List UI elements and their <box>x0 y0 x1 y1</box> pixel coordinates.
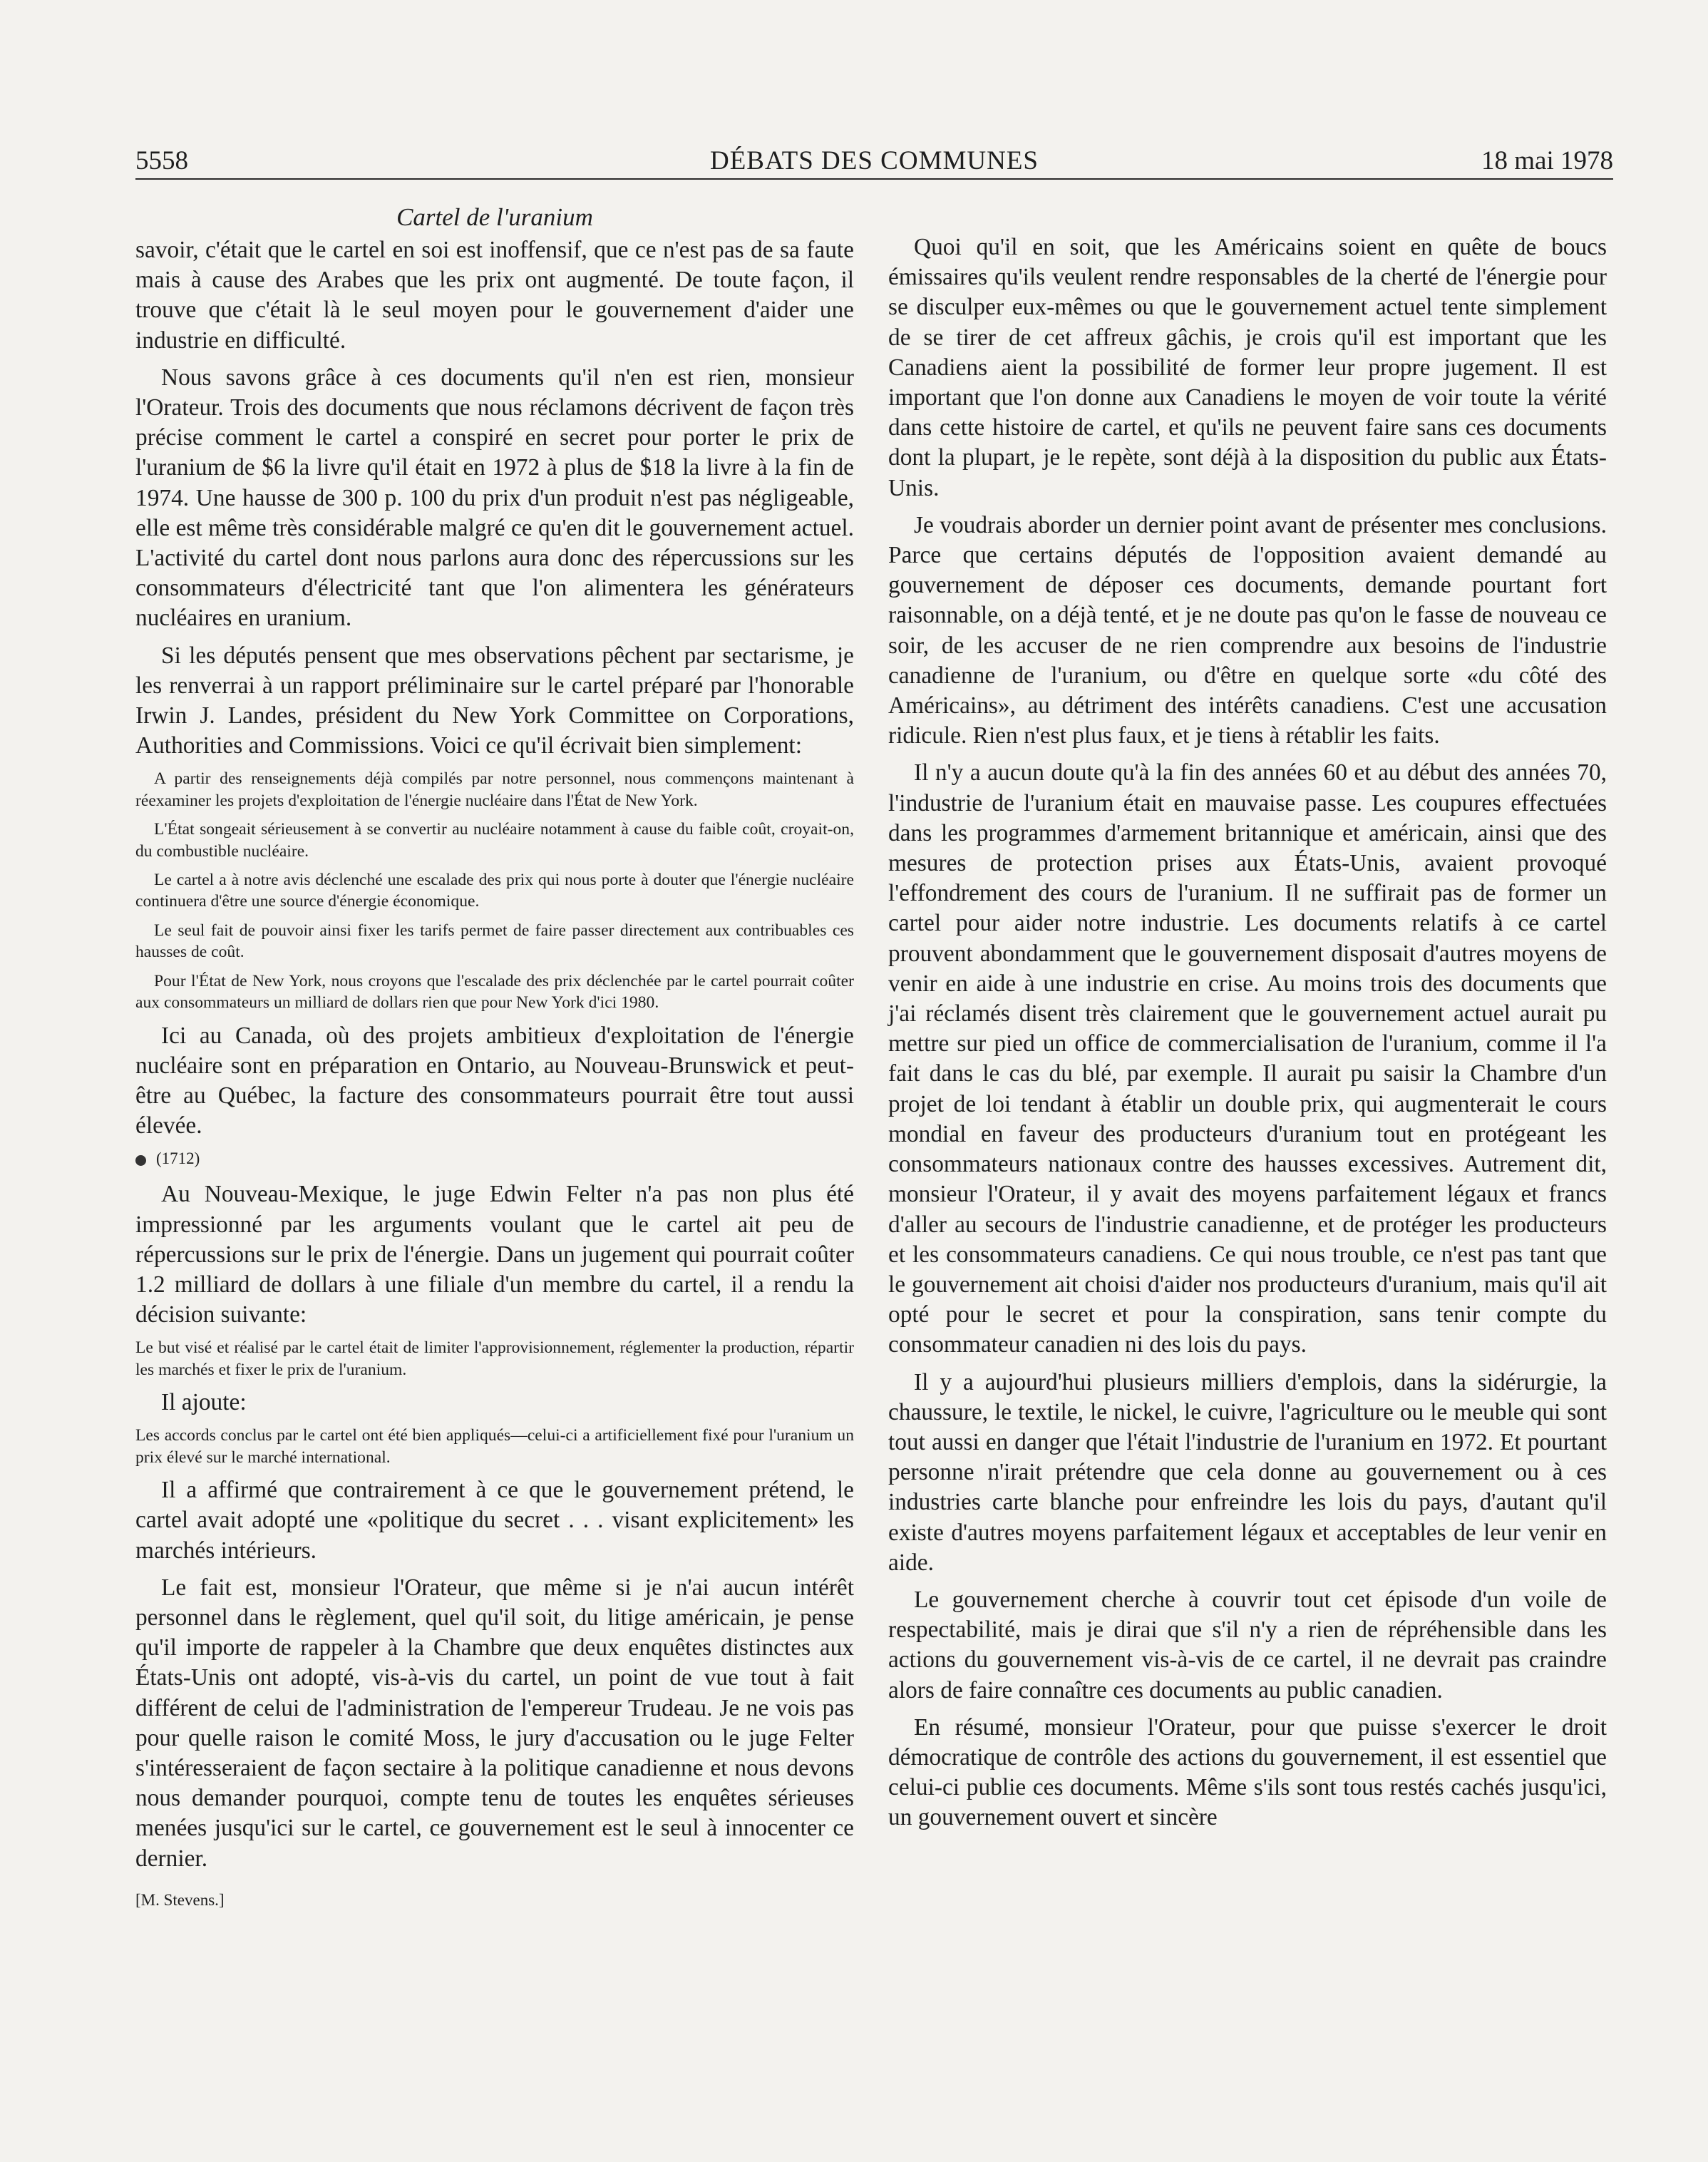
quotation: L'État songeait sérieusement à se convertir au nucléaire notamment à cause du faible coût, croyait-on, du combustible nucléaire. <box>135 820 854 861</box>
page-number: 5558 <box>135 146 188 175</box>
quotation: Le cartel a à notre avis déclenché une escalade des prix qui nous porte à douter que l'énergie nucléaire continuera d'être une source d'énergie économique. <box>135 871 854 911</box>
paragraph: Au Nouveau-Mexique, le juge Edwin Felter n'a pas non plus été impressionné par les arguments voulant que le cartel ait peu de répercussions sur le prix de l'énergie. Dans un jugement qui pourrait coûter 1.2 milliard de dollars à une filiale d'un membre du cartel, il a rendu la décision suivante: <box>135 1181 854 1328</box>
paragraph: Si les députés pensent que mes observations pêchent par sectarisme, je les renverrai à un rapport préliminaire sur le cartel préparé par l'honorable Irwin J. Landes, président du New York Committee on Corporations, Authorities and Commissions. Voici ce qu'il écrivait bien simplement: <box>135 642 854 759</box>
quotation: Le seul fait de pouvoir ainsi fixer les tarifs permet de faire passer directement aux contribuables ces hausses de coût. <box>135 921 854 962</box>
quotation: A partir des renseignements déjà compilés par notre personnel, nous commençons maintenant à réexaminer les projets d'exploitation de l'énergie nucléaire dans l'État de New York. <box>135 769 854 810</box>
publication-title: DÉBATS DES COMMUNES <box>709 146 1039 175</box>
subject-heading: Cartel de l'uranium <box>396 203 593 231</box>
page-header <box>135 143 1613 180</box>
paragraph: Je voudrais aborder un dernier point avant de présenter mes conclusions. Parce que certains députés de l'opposition avaient demandé au gouvernement de déposer ces documents, demande pourtant fort raisonnable, on a déjà tenté, et je ne doute pas qu'on le fasse de nouveau ce soir, de les accuser de ne rien comprendre aux besoins de l'industrie canadienne de l'uranium, ou d'être en quelque sorte «du côté des Américains», au détriment des intérêts canadiens. C'est une accusation ridicule. Rien n'est plus faux, et je tiens à rétablir les faits. <box>888 511 1607 749</box>
quotation: Le but visé et réalisé par le cartel était de limiter l'approvisionnement, réglementer la production, répartir les marchés et fixer le prix de l'uranium. <box>135 1338 854 1379</box>
time-marker <box>135 1148 854 1169</box>
paragraph: savoir, c'était que le cartel en soi est inoffensif, que ce n'est pas de sa faute mais à cause des Arabes que les prix ont augmenté. De toute façon, il trouve que c'était là le seul moyen pour le gouvernement d'aider une industrie en difficulté. <box>135 237 854 354</box>
paragraph: Il ajoute: <box>161 1389 247 1416</box>
right-column <box>888 198 1607 1840</box>
paragraph: Il a affirmé que contrairement à ce que le gouvernement prétend, le cartel avait adopté une «politique du secret . . . visant explicitement» les marchés intérieurs. <box>135 1477 854 1564</box>
publication-date: 18 mai 1978 <box>1481 146 1613 175</box>
left-column <box>135 198 854 1911</box>
paragraph: Le fait est, monsieur l'Orateur, que même si je n'ai aucun intérêt personnel dans le règlement, quel qu'il soit, du litige américain, je pense qu'il importe de rappeler à la Chambre que deux enquêtes distinctes aux États-Unis ont adopté, vis-à-vis du cartel, un point de vue tout à fait différent de celui de l'administration de l'empereur Trudeau. Je ne vois pas pour quelle raison le comité Moss, le jury d'accusation ou le juge Felter s'intéresseraient de façon sectaire à la politique canadienne et nous devons nous demander pourquoi, compte tenu de toutes les enquêtes sérieuses menées jusqu'ici sur le cartel, ce gouvernement est le seul à innocenter ce dernier. <box>135 1574 854 1872</box>
paragraph: Quoi qu'il en soit, que les Américains soient en quête de boucs émissaires qu'ils veulent rendre responsables de la cherté de l'énergie pour se disculper eux-mêmes ou que le gouvernement actuel tente simplement de se tirer de cet affreux gâchis, je crois qu'il est important que les Canadiens aient la possibilité de former leur propre jugement. Il est important que l'on donne aux Canadiens le moyen de voir toute la vérité dans cette histoire de cartel, et qu'ils ne peuvent faire sans ces documents dont la plupart, je le repète, sont déjà à la disposition du public aux États-Unis. <box>888 234 1607 501</box>
quotation: Pour l'État de New York, nous croyons que l'escalade des prix déclenchée par le cartel pourrait coûter aux consommateurs un milliard de dollars rien que pour New York d'ici 1980. <box>135 971 854 1013</box>
paragraph: Il n'y a aucun doute qu'à la fin des années 60 et au début des années 70, l'industrie de l'uranium était en mauvaise passe. Les coupures effectuées dans les programmes d'armement britannique et américain, ainsi que des mesures de protection prises aux États-Unis, avaient provoqué l'effondrement des cours de l'uranium. Il ne suffirait pas de former un cartel pour aider notre industrie. Les documents relatifs à ce cartel prouvent abondamment que le gouvernement disposait d'autres moyens de venir en aide à une industrie en crise. Au moins trois des documents que j'ai réclamés disent très clairement que le gouvernement actuel aurait pu mettre sur pied un office de commercialisation de l'uranium, comme il l'a fait dans le cas du blé, par exemple. Il aurait pu saisir la Chambre d'un projet de loi tendant à établir un double prix, qui augmenterait le cours mondial en faveur des producteurs d'uranium tout en protégeant les consommateurs nationaux contre des hausses excessives. Autrement dit, monsieur l'Orateur, il y avait des moyens parfaitement légaux et francs d'aller au secours de l'industrie canadienne, et de protéger les producteurs et les consommateurs canadiens. Ce qui nous trouble, ce n'est pas tant que le gouvernement ait choisi d'aider nos producteurs d'uranium, mais qu'il ait opté pour le secret et pour la conspiration, sans tenir compte du consommateur canadien ni des lois du pays. <box>888 759 1607 1358</box>
speaker-attribution: [M. Stevens.] <box>135 1890 225 1909</box>
timestamp: (1712) <box>156 1149 200 1168</box>
paragraph: Il y a aujourd'hui plusieurs milliers d'emplois, dans la sidérurgie, la chaussure, le textile, le nickel, le cuivre, l'agriculture ou le meuble qui sont tout aussi en danger que l'était l'industrie de l'uranium en 1972. Et pourtant personne n'irait prétendre que cela donne au gouvernement ou à ces industries carte blanche pour enfreindre les lois du pays, d'autant qu'il existe d'autres moyens parfaitement légaux et acceptables de leur venir en aide. <box>888 1368 1607 1576</box>
paragraph: Le gouvernement cherche à couvrir tout cet épisode d'un voile de respectabilité, mais je dirai que s'il n'y a rien de répréhensible dans les actions du gouvernement vis-à-vis de ce cartel, il ne devrait pas craindre alors de faire connaître ces documents au public canadien. <box>888 1586 1607 1704</box>
quotation: Les accords conclus par le cartel ont été bien appliqués—celui-ci a artificiellement fixé pour l'uranium un prix élevé sur le marché international. <box>135 1426 854 1467</box>
paragraph: Ici au Canada, où des projets ambitieux d'exploitation de l'énergie nucléaire sont en préparation en Ontario, au Nouveau-Brunswick et peut-être au Québec, la facture des consommateurs pourrait être tout aussi élevée. <box>135 1022 854 1139</box>
bullet-icon <box>135 1155 146 1166</box>
paragraph: Nous savons grâce à ces documents qu'il n'en est rien, monsieur l'Orateur. Trois des documents que nous réclamons décrivent de façon très précise comment le cartel a conspiré en secret pour porter le prix de l'uranium de $6 la livre qu'il était en 1972 à plus de $18 la livre à la fin de 1974. Une hausse de 300 p. 100 du prix d'un produit n'est pas négligeable, elle est même très considérable malgré ce qu'en dit le gouvernement actuel. L'activité du cartel dont nous parlons aura donc des répercussions sur les consommateurs d'électricité tant que l'on alimentera les générateurs nucléaires en uranium. <box>135 364 854 632</box>
paragraph: En résumé, monsieur l'Orateur, pour que puisse s'exercer le droit démocratique de contrôle des actions du gouvernement, il est essentiel que celui-ci publie ces documents. Même s'ils sont tous restés cachés jusqu'ici, un gouvernement ouvert et sincère <box>888 1713 1607 1831</box>
